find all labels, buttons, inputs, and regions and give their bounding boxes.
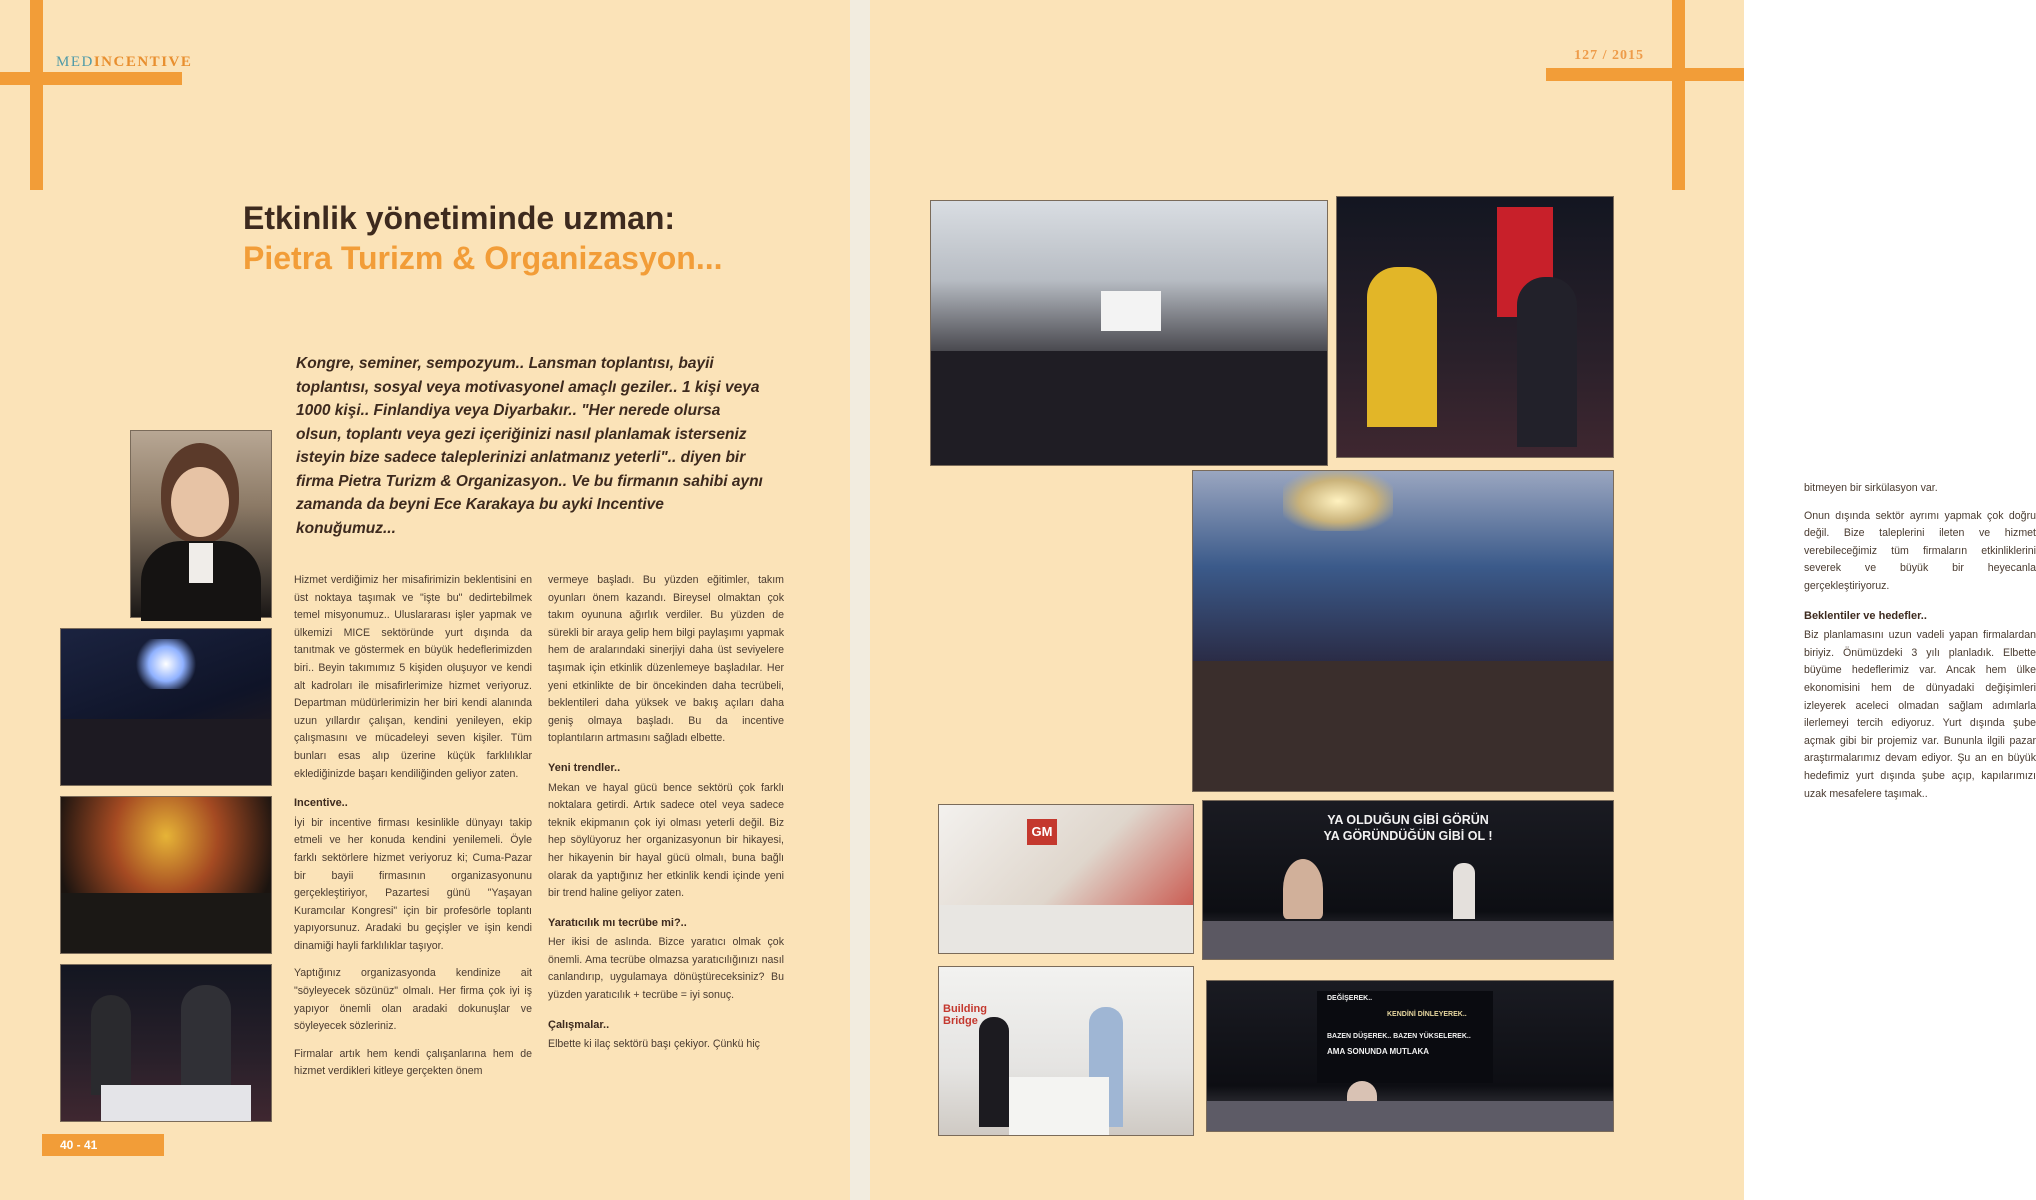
- orange-vertical-bar: [30, 0, 43, 190]
- orange-horizontal-bar-right: [1546, 68, 1744, 81]
- magazine-brand: MEDINCENTIVE: [56, 54, 193, 70]
- registration-desk-photo: [938, 966, 1194, 1136]
- stage-screen-line2: YA GÖRÜNDÜĞÜN GİBİ OL !: [1323, 829, 1493, 843]
- article-title: Etkinlik yönetiminde uzman:: [243, 200, 676, 236]
- section-heading-trends: Yeni trendler..: [548, 761, 621, 774]
- ceremony-photo: [60, 964, 272, 1122]
- page-gutter: [850, 0, 870, 1200]
- text-column-3: bitmeyen bir sirkülasyon var. Onun dışında sektör ayrımı yapmak çok doğru değil. Bize taleplerini ileten ve hizmet verebileceğimiz tüm firmaların etkinliklerini severek ve büyük bir heyecanla gerçekleştiriyoruz. Beklentiler ve hedefler.. Biz planlamasını uzun vadeli yapan firmalardan biriyiz. Önümüzdeki 3 yılı planladık. Elbette büyüme hedeflerimiz var. Ancak hem ülke ekonomisini hem de dünyadaki değişimleri izleyerek aceleci olmadan sağlam adımlarla ilerlemeyi tercih ediyoruz. Yurt dışında şube açmak gibi bir projemiz var. Bununla ilgili pazar araştırmalarımız devam ediyor. Şu an en büyük hedefimiz yurt dışında şube açıp, kapılarımızı uzak mesafelere taşımak..: [1804, 482, 2036, 800]
- portrait-photo: [130, 430, 272, 618]
- concert-crowd-photo: [60, 628, 272, 786]
- screen2-line3: BAZEN DÜŞEREK.. BAZEN YÜKSELEREK..: [1327, 1033, 1471, 1040]
- left-page: [0, 0, 850, 1200]
- section-heading-creativity: Yaratıcılık mı tecrübe mi?..: [548, 916, 687, 929]
- banner-text: Building Bridge: [943, 1003, 987, 1027]
- section-heading-work: Çalışmalar..: [548, 1018, 610, 1031]
- text-column-1: Hizmet verdiğimiz her misafirimizin beklentisini en üst noktaya taşımak ve "işte bu" dedirtebilmek temel misyonumuz.. Uluslararası işler yapmak ve ülkemizi MICE sektöründe yurt dışında da tanıtmak ve göstermek en büyük hedeflerimizden biri.. Beyin takımımız 5 kişiden oluşuyor ve kendi alt kadroları ile misafirlerimize hizmet veriyoruz. Departman müdürlerimizin her biri kendi alanında uzun yıllardır çalışan, kendini yenileyen, ekip çalışmasını ve mücadeleyi seven kişiler. Tüm bunları esas alıp üzerine küçük farklılıklar eklediğinizde başarı kendiliğinden geliyor zaten. Incentive.. İyi bir incentive firması kesinlikle dünyayı takip etmeli ve her konuda kendini yenilemeli. Öyle farklı sektörlere hizmet veriyoruz ki; Cuma-Pazar bir bayii firmasının organizasyonunu gerçekleştiriyor, Pazartesi günü "Yaşayan Kuramcılar Kongresi" için bir profesörle toplantı yapıyorsunuz. Aradaki bu geçişler ve işin kendi dinamiği hayli farklılıklar taşıyor. Yaptığınız organizasyonda kendinize ait "söyleyecek sözünüz" olmalı. Her firma çok iyi iş yapıyor önemli olan aradaki dokunuşlar ve söyleyecek sözleriniz. Firmalar artık hem kendi çalışanlarına hem de hizmet verdikleri kitleye gerçekten önem: [294, 574, 532, 1078]
- stage-lights-photo: [60, 796, 272, 954]
- stage-performance-photo: [1206, 980, 1614, 1132]
- gala-dinner-photo: [1192, 470, 1614, 792]
- screen2-line2: KENDİNİ DİNLEYEREK..: [1387, 1011, 1467, 1018]
- singers-stage-photo: [1336, 196, 1614, 458]
- page-number: 40 - 41: [42, 1134, 164, 1156]
- article-subtitle: Pietra Turizm & Organizasyon...: [243, 240, 723, 276]
- booth-logo: GM: [1027, 819, 1057, 845]
- exhibition-booth-photo: [938, 804, 1194, 954]
- issue-number: 127 / 2015: [1574, 48, 1644, 63]
- orange-vertical-bar-right: [1672, 0, 1685, 190]
- conference-hall-photo: [930, 200, 1328, 466]
- article-lead: Kongre, seminer, sempozyum.. Lansman toplantısı, bayii toplantısı, sosyal veya motivasyonel amaçlı geziler.. 1 kişi veya 1000 kişi.. Finlandiya veya Diyarbakır.. "Her nerede olursa olsun, toplantı veya gezi içeriğinizi nasıl planlamak isterseniz isteyin bize sadece taleplerinizi anlatmanız yeterli".. diyen bir firma Pietra Turizm & Organizasyon.. Ve bu firmanın sahibi aynı zamanda da beyni Ece Karakaya bu ayki Incentive konuğumuz...: [296, 355, 763, 537]
- screen2-line4: AMA SONUNDA MUTLAKA: [1327, 1047, 1430, 1056]
- section-heading-incentive: Incentive..: [294, 797, 348, 810]
- whirling-dervish-stage-photo: [1202, 800, 1614, 960]
- orange-horizontal-bar: [0, 72, 182, 85]
- text-column-2: vermeye başladı. Bu yüzden eğitimler, takım oyunları önem kazandı. Bireysel olmaktan çok takım oyununa ağırlık verdiler. Bu yüzden de sürekli bir araya gelip hem bilgi paylaşımı yapmak hem de aralarındaki sinerjiyi daha üst seviyelere taşımak için etkinlik düzenlemeye başladılar. Her yeni etkinlikte de bir öncekinden daha tecrübeli, beklentileri daha yüksek ve bakış açıları daha geniş olmaya başladı. Bu da incentive toplantıların artmasını sağladı elbette. Yeni trendler.. Mekan ve hayal gücü bence sektörü çok farklı noktalara getirdi. Artık sadece otel veya sadece teknik ekipmanın çok iyi olması yeterli değil. Biz hep söylüyoruz her organizasyonun bir hikayesi, her hikayenin bir hayal gücü olmalı, buna bağlı olarak da yaptığınız her etkinlik kendi içinde yeni bir trend haline geliyor zaten. Yaratıcılık mı tecrübe mi?.. Her ikisi de aslında. Bizce yaratıcı olmak çok önemli. Ama tecrübe olmazsa yaratıcılığınızı nasıl canlandırıp, uygulamaya dönüştüreceksiniz? Bu yüzden yaratıcılık + tecrübe = iyi sonuç. Çalışmalar.. Elbette ki ilaç sektörü başı çekiyor. Çünkü hiç: [548, 574, 784, 1051]
- stage-screen-line1: YA OLDUĞUN GİBİ GÖRÜN: [1327, 813, 1489, 827]
- section-heading-expectations: Beklentiler ve hedefler..: [1804, 609, 1927, 622]
- right-page: [870, 0, 2036, 1200]
- screen2-line1: DEĞİŞEREK..: [1327, 995, 1373, 1002]
